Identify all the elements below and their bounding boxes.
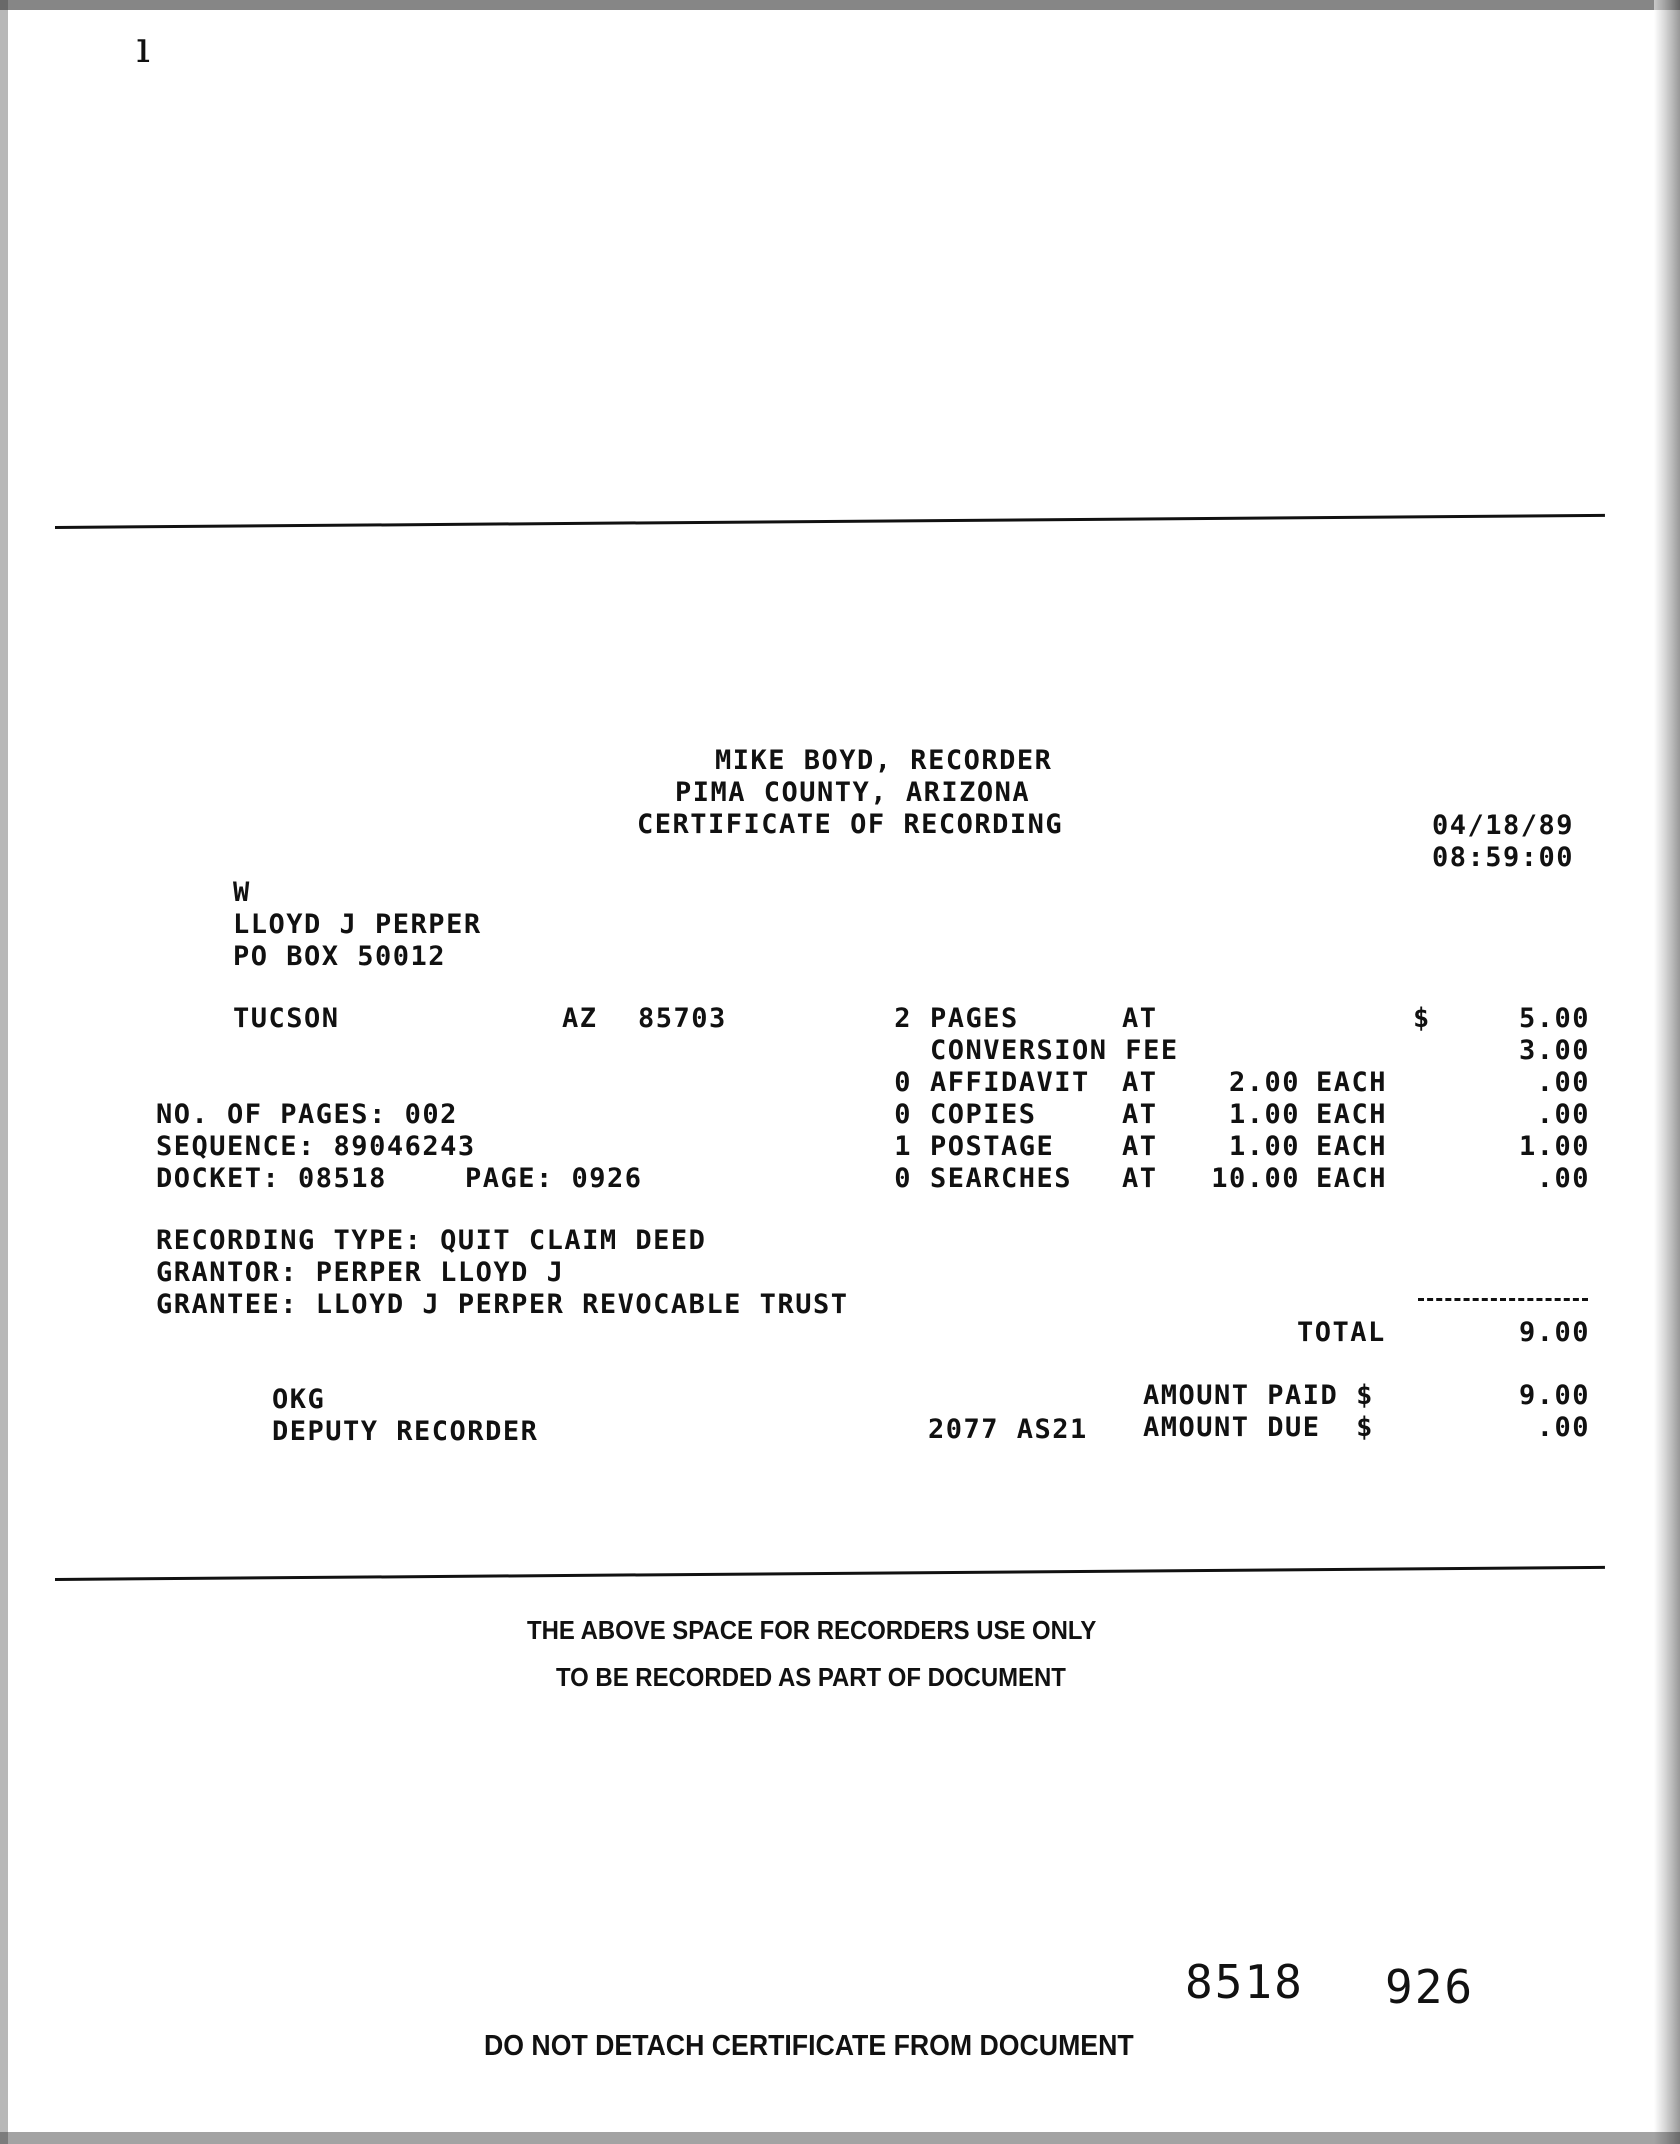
scan-edge-right [1654, 0, 1680, 2144]
recording-type: RECORDING TYPE: QUIT CLAIM DEED [156, 1225, 707, 1256]
scan-edge-bottom [0, 2132, 1680, 2144]
fee-qty: 0 [894, 1099, 912, 1130]
fee-each: EACH [1316, 1099, 1388, 1130]
address-zip: 85703 [638, 1003, 727, 1034]
deputy-code: 2077 AS21 [928, 1414, 1088, 1445]
amount-paid: 9.00 [1518, 1380, 1590, 1411]
docket-page: PAGE: 0926 [465, 1163, 643, 1194]
fee-item: POSTAGE [930, 1131, 1055, 1162]
fee-qty: 0 [894, 1163, 912, 1194]
fee-rate: 10.00 [1211, 1163, 1300, 1194]
fee-rate: 1.00 [1228, 1131, 1300, 1162]
fee-item: CONVERSION FEE [930, 1035, 1179, 1066]
fee-item: AFFIDAVIT [930, 1067, 1090, 1098]
fee-each: EACH [1316, 1163, 1388, 1194]
docket-number: DOCKET: 08518 [156, 1163, 387, 1194]
recording-date: 04/18/89 [1432, 810, 1575, 841]
fee-at: AT [1122, 1131, 1158, 1162]
fee-qty: 2 [894, 1003, 912, 1034]
fee-each: EACH [1316, 1131, 1388, 1162]
address-code: W [233, 877, 251, 908]
fee-amount: .00 [1536, 1163, 1590, 1194]
fee-amount: 1.00 [1518, 1131, 1590, 1162]
dollar-sign: $ [1413, 1003, 1431, 1034]
fee-amount: .00 [1536, 1067, 1590, 1098]
fee-item: SEARCHES [930, 1163, 1073, 1194]
corner-mark: ı [136, 22, 151, 73]
recorders-use-notice: THE ABOVE SPACE FOR RECORDERS USE ONLY [527, 1615, 1097, 1645]
fee-at: AT [1122, 1163, 1158, 1194]
fee-amount: 5.00 [1518, 1003, 1590, 1034]
fee-at: AT [1122, 1003, 1158, 1034]
book-number: 8518 [1185, 1955, 1304, 2009]
address-po-box: PO BOX 50012 [233, 941, 447, 972]
amount-paid-label: AMOUNT PAID $ [1143, 1380, 1374, 1411]
fee-amount: .00 [1536, 1099, 1590, 1130]
grantor: GRANTOR: PERPER LLOYD J [156, 1257, 565, 1288]
certificate-title: CERTIFICATE OF RECORDING [637, 809, 1064, 840]
fee-item: PAGES [930, 1003, 1019, 1034]
detach-warning: DO NOT DETACH CERTIFICATE FROM DOCUMENT [484, 2030, 1134, 2062]
total-amount: 9.00 [1518, 1317, 1590, 1348]
sequence-number: SEQUENCE: 89046243 [156, 1131, 476, 1162]
fee-each: EACH [1316, 1067, 1388, 1098]
total-label: TOTAL [1297, 1317, 1386, 1348]
address-name: LLOYD J PERPER [233, 909, 482, 940]
fee-rate: 1.00 [1228, 1099, 1300, 1130]
scan-edge-top [0, 0, 1680, 10]
total-divider [1418, 1298, 1588, 1304]
amount-due: .00 [1536, 1412, 1590, 1443]
recording-time: 08:59:00 [1432, 842, 1575, 873]
county-name: PIMA COUNTY, ARIZONA [675, 777, 1031, 808]
bottom-rule [55, 1566, 1605, 1581]
fee-rate: 2.00 [1228, 1067, 1300, 1098]
recorder-name: MIKE BOYD, RECORDER [715, 745, 1053, 776]
page-number: 926 [1385, 1960, 1475, 2014]
fee-amount: 3.00 [1518, 1035, 1590, 1066]
top-rule [55, 514, 1605, 529]
address-state: AZ [562, 1003, 598, 1034]
grantee: GRANTEE: LLOYD J PERPER REVOCABLE TRUST [156, 1289, 849, 1320]
address-city: TUCSON [233, 1003, 340, 1034]
deputy-initials: OKG [272, 1384, 326, 1415]
fee-item: COPIES [930, 1099, 1037, 1130]
scan-edge-left [0, 0, 8, 2144]
number-of-pages: NO. OF PAGES: 002 [156, 1099, 458, 1130]
record-notice: TO BE RECORDED AS PART OF DOCUMENT [556, 1662, 1066, 1692]
fee-at: AT [1122, 1067, 1158, 1098]
fee-at: AT [1122, 1099, 1158, 1130]
fee-qty: 1 [894, 1131, 912, 1162]
deputy-title: DEPUTY RECORDER [272, 1416, 539, 1447]
amount-due-label: AMOUNT DUE $ [1143, 1412, 1374, 1443]
fee-qty: 0 [894, 1067, 912, 1098]
